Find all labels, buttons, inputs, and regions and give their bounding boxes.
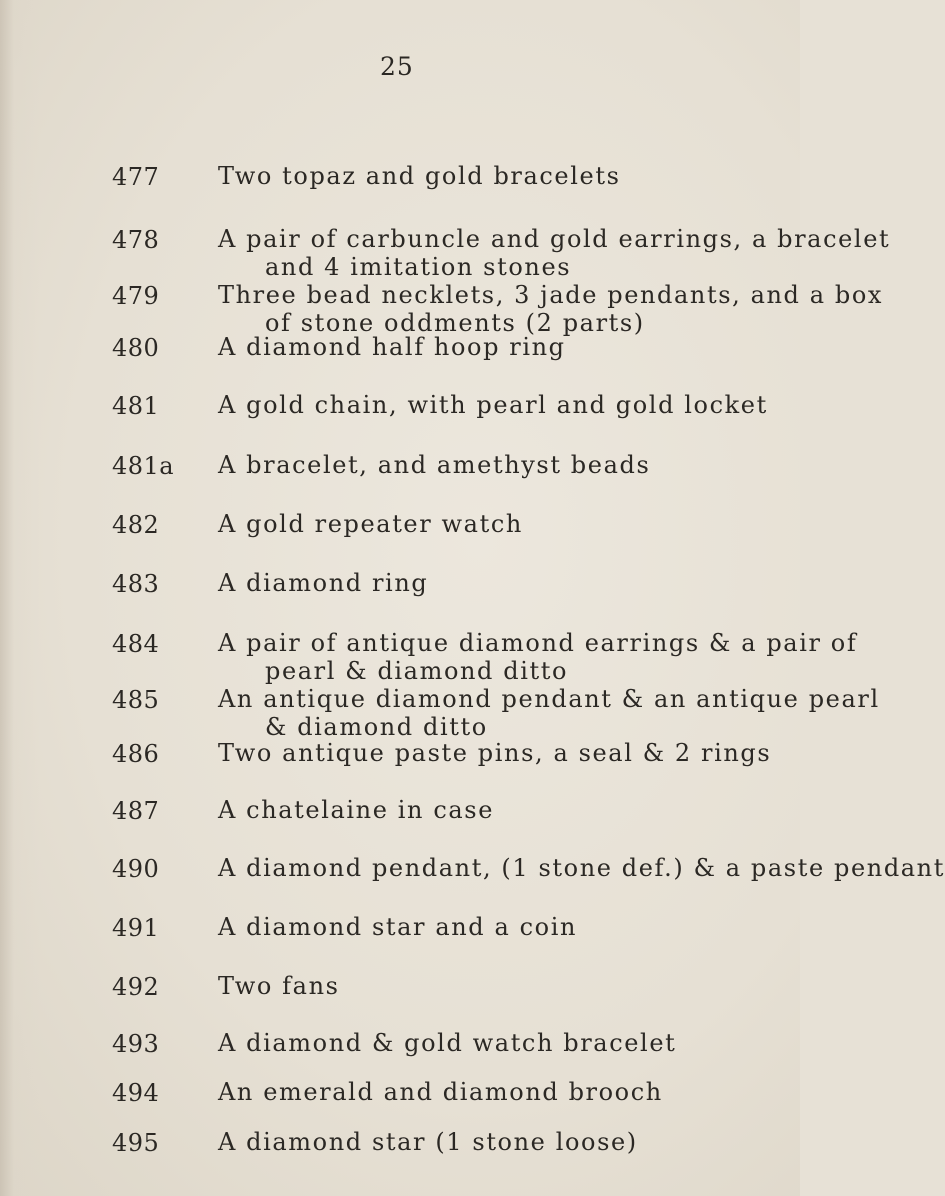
lot-description-line: An emerald and diamond brooch (218, 1078, 663, 1106)
lot-number: 481a (112, 452, 175, 480)
lot-description (218, 391, 778, 419)
lot-description-line: A diamond & gold watch bracelet (218, 1029, 677, 1057)
lot-description (218, 225, 891, 281)
lot-description-line: A pair of carbuncle and gold earrings, a bracelet (218, 225, 891, 253)
lot-description-continuation: and 4 imitation stones (265, 253, 572, 281)
lot-number: 483 (112, 570, 160, 598)
lot-number: 487 (112, 797, 160, 825)
lot-description-line: A diamond star (1 stone loose) (218, 1128, 638, 1156)
lot-number: 479 (112, 282, 160, 310)
lot-number: 490 (112, 855, 160, 883)
lot-description-line: A diamond ring (218, 569, 429, 597)
lot-number: 493 (112, 1030, 160, 1058)
lot-number: 484 (112, 630, 160, 658)
lot-description-line: A diamond pendant, (1 stone def.) & a paste pendant (218, 854, 945, 882)
lot-description-line: Three bead necklets, 3 jade pendants, and a box (218, 281, 884, 309)
lot-description (218, 972, 778, 1000)
lot-description-continuation: of stone oddments (2 parts) (265, 309, 645, 337)
lot-description (218, 1128, 778, 1156)
page-number: 25 (380, 52, 414, 81)
lot-description-continuation: & diamond ditto (265, 713, 488, 741)
lot-description (218, 510, 778, 538)
lot-number: 478 (112, 226, 160, 254)
lot-description-line: A gold chain, with pearl and gold locket (218, 391, 768, 419)
lot-description (218, 333, 778, 361)
lot-description (218, 451, 778, 479)
lot-description (218, 1078, 778, 1106)
lot-description-line: A diamond half hoop ring (218, 333, 566, 361)
lot-description-line: A bracelet, and amethyst beads (218, 451, 651, 479)
lot-description-line: A pair of antique diamond earrings & a pair of (218, 629, 858, 657)
lot-description (218, 854, 945, 882)
lot-description-line: A chatelaine in case (218, 796, 494, 824)
lot-number: 477 (112, 163, 160, 191)
lot-description-line: An antique diamond pendant & an antique pearl (218, 685, 880, 713)
lot-description (218, 796, 778, 824)
lot-description (218, 739, 778, 767)
lot-number: 482 (112, 511, 160, 539)
lot-number: 481 (112, 392, 160, 420)
lot-number: 494 (112, 1079, 160, 1107)
lot-number: 486 (112, 740, 160, 768)
lot-description-line: Two topaz and gold bracelets (218, 162, 621, 190)
lot-number: 491 (112, 914, 160, 942)
lot-description (218, 1029, 778, 1057)
lot-description (218, 162, 778, 190)
lot-description (218, 281, 884, 337)
lot-description (218, 569, 778, 597)
lot-description-continuation: pearl & diamond ditto (265, 657, 569, 685)
lot-number: 495 (112, 1129, 160, 1157)
lot-number: 480 (112, 334, 160, 362)
lot-number: 492 (112, 973, 160, 1001)
lot-description (218, 685, 880, 741)
lot-description-line: A gold repeater watch (218, 510, 523, 538)
lot-description (218, 913, 778, 941)
lot-number: 485 (112, 686, 160, 714)
lot-description (218, 629, 858, 685)
lot-description-line: Two fans (218, 972, 340, 1000)
lot-description-line: A diamond star and a coin (218, 913, 578, 941)
lot-description-line: Two antique paste pins, a seal & 2 rings (218, 739, 772, 767)
